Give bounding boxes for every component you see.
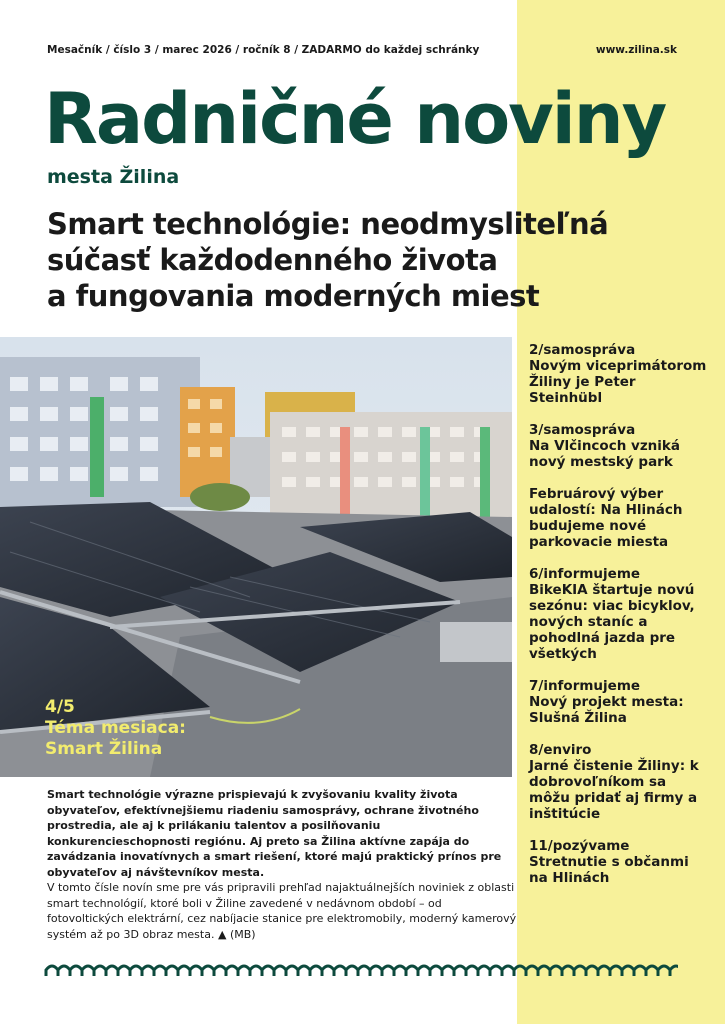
sidebar-section: 6/informujeme xyxy=(529,566,641,582)
sidebar-title: Stretnutie s občanmi na Hlinách xyxy=(529,854,689,886)
sidebar-section: 8/enviro xyxy=(529,742,592,758)
masthead-title: Radničné noviny xyxy=(44,78,666,160)
sidebar-title: Februárový výber udalostí: Na Hlinách budujeme nové parkovacie miesta xyxy=(529,486,683,550)
caption-line: Smart Žilina xyxy=(45,739,163,759)
city-mark-icon: ▲ xyxy=(217,927,227,941)
sidebar-item[interactable] xyxy=(529,486,709,550)
sidebar-section: 3/samospráva xyxy=(529,422,636,438)
article-signature: (MB) xyxy=(229,927,256,941)
sidebar-title: BikeKIA štartuje novú sezónu: viac bicyklov, nových staníc a pohodlná jazda pre všetkých xyxy=(529,582,695,662)
headline-line: Smart technológie: neodmysliteľná xyxy=(47,207,609,241)
sidebar-section: 2/samospráva xyxy=(529,342,636,358)
sidebar-title: Jarné čistenie Žiliny: k dobrovoľníkom sa môžu pridať aj firmy a inštitúcie xyxy=(529,758,699,822)
issue-line: Mesačník / číslo 3 / marec 2026 / ročník 8 / ZADARMO do každej schránky xyxy=(47,44,480,56)
sidebar-item[interactable] xyxy=(529,342,709,406)
photo-caption-topic xyxy=(45,697,186,760)
website-link[interactable]: www.zilina.sk xyxy=(595,44,677,56)
article-body xyxy=(47,880,517,942)
contents-sidebar xyxy=(529,342,709,902)
sidebar-title: Nový projekt mesta: Slušná Žilina xyxy=(529,694,684,726)
main-headline xyxy=(47,206,647,314)
headline-line: a fungovania moderných miest xyxy=(47,279,540,313)
article-body-text: V tomto čísle novín sme pre vás pripravili prehľad najaktuálnejších noviniek z oblasti smart technológií, ktoré boli v Žiline zavedené v nedávnom období – od fotovoltických elektrární, cez nabíjacie stanice pre elektromobily, moderný kamerový systém až po 3D obraz mesta. xyxy=(47,881,517,941)
issue-info-bar xyxy=(47,44,677,56)
sidebar-item[interactable] xyxy=(529,566,709,662)
article-lead: Smart technológie výrazne prispievajú k zvyšovaniu kvality života obyvateľov, efektívnejšiemu riadeniu samosprávy, ochrane životného prostredia, ale aj k prilákaniu talentov a posilňovaniu konkurencieschopnosti regiónu. Aj preto sa Žilina aktívne zapája do zavádzania inovatívnych a smart riešení, ktoré majú praktický prínos pre obyvateľov aj návštevníkov mesta. xyxy=(47,788,502,879)
sidebar-item[interactable] xyxy=(529,422,709,470)
sidebar-item[interactable] xyxy=(529,838,709,886)
sidebar-section: 7/informujeme xyxy=(529,678,641,694)
sidebar-section: 11/pozývame xyxy=(529,838,630,854)
sidebar-title: Novým viceprimátorom Žiliny je Peter Steinhübl xyxy=(529,358,707,406)
headline-line: súčasť každodenného života xyxy=(47,243,498,277)
sidebar-title: Na Vlčincoch vzniká nový mestský park xyxy=(529,438,680,470)
sidebar-item[interactable] xyxy=(529,678,709,726)
caption-pages: 4/5 xyxy=(45,697,75,717)
caption-line: Téma mesiaca: xyxy=(45,718,186,738)
masthead-subtitle: mesta Žilina xyxy=(47,166,180,188)
sidebar-item[interactable] xyxy=(529,742,709,822)
decorative-wave-divider xyxy=(44,962,678,980)
